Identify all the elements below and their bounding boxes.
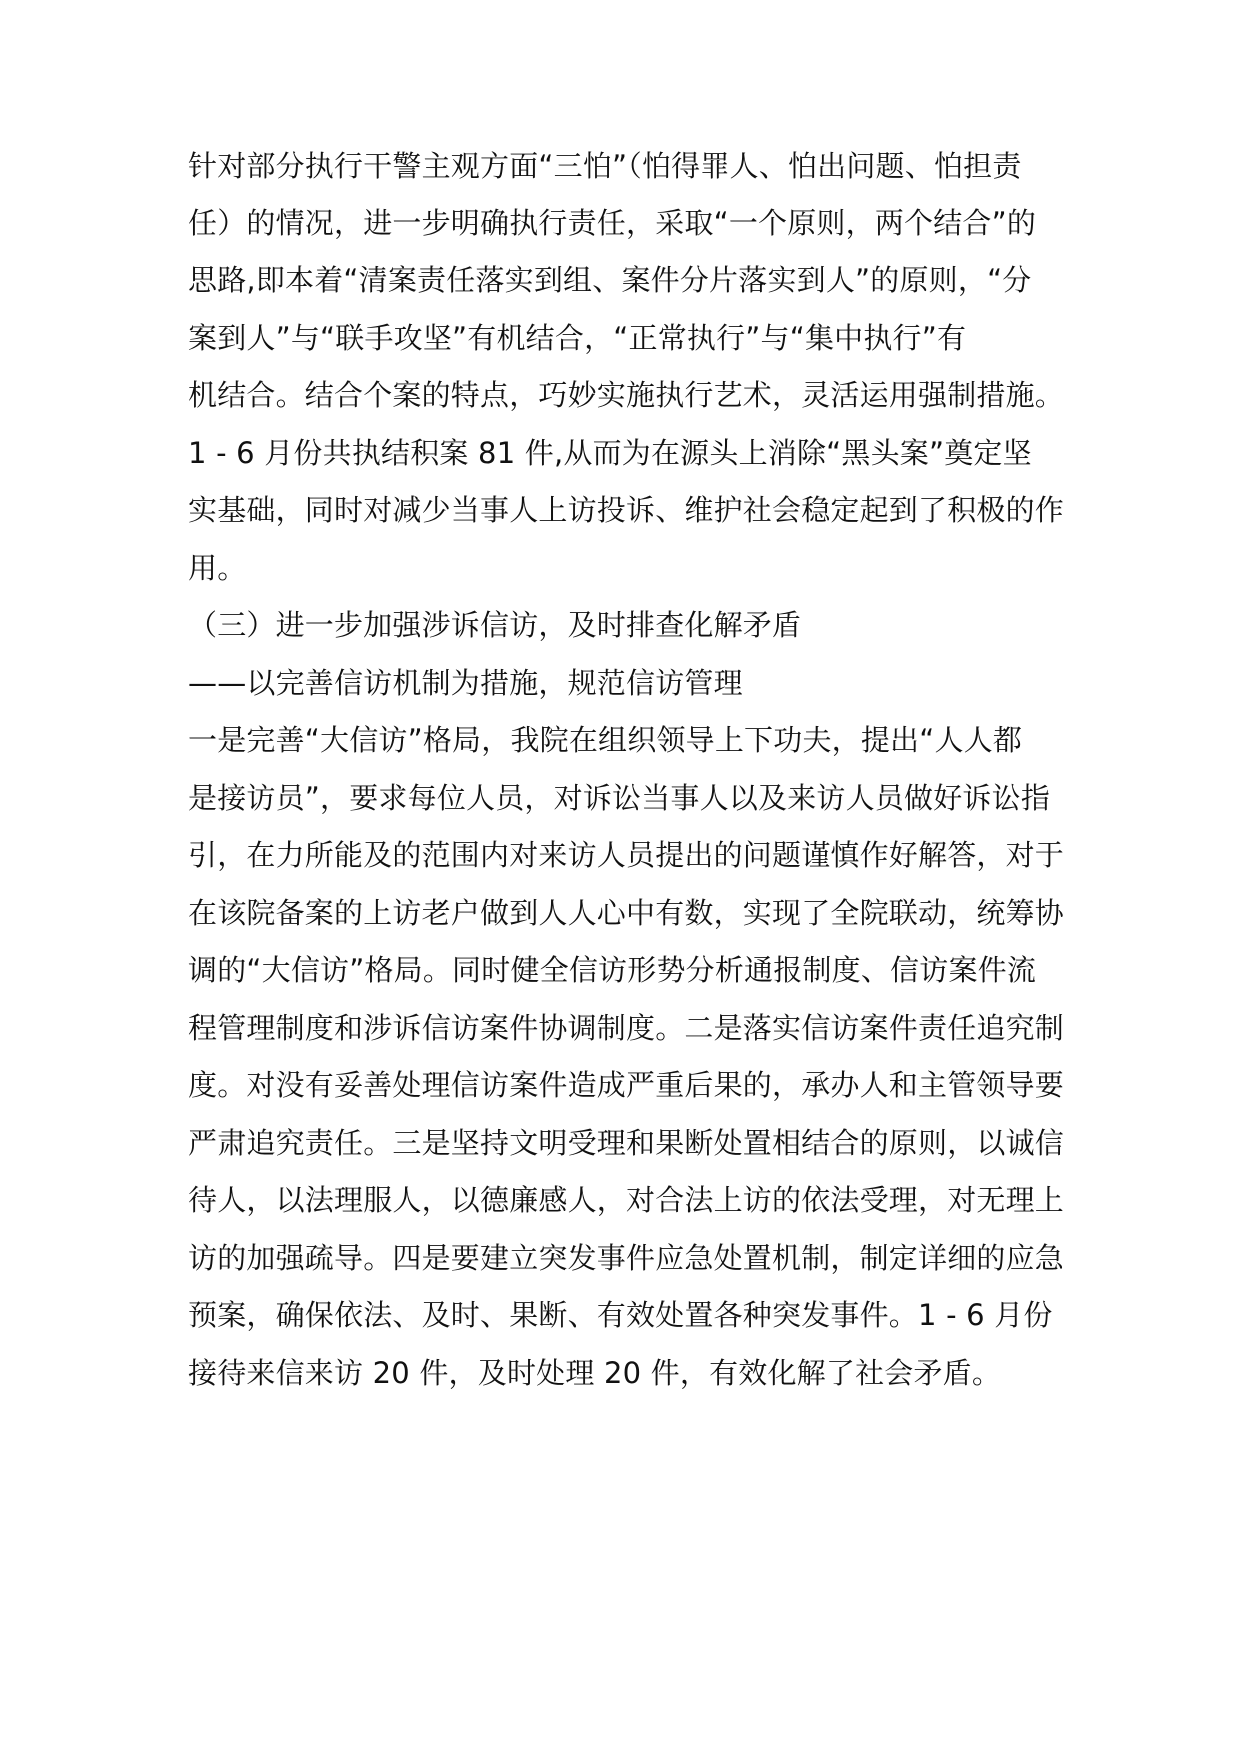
paragraph-line: 度。对没有妥善处理信访案件造成严重后果的，承办人和主管领导要 <box>188 1068 1065 1102</box>
paragraph-line: 在该院备案的上访老户做到人人心中有数，实现了全院联动，统筹协 <box>188 896 1065 930</box>
paragraph-line: 机结合。结合个案的特点，巧妙实施执行艺术，灵活运用强制措施。 <box>188 378 1065 412</box>
paragraph-line: 访的加强疏导。四是要建立突发事件应急处置机制，制定详细的应急 <box>188 1241 1065 1275</box>
paragraph-line: 预案，确保依法、及时、果断、有效处置各种突发事件。1 - 6 月份 <box>188 1298 1053 1332</box>
paragraph-line: 思路,即本着“清案责任落实到组、案件分片落实到人”的原则，“分 <box>188 263 1032 297</box>
paragraph-line: 待人，以法理服人，以德廉感人，对合法上访的依法受理，对无理上 <box>188 1183 1065 1217</box>
paragraph-line: 1 - 6 月份共执结积案 81 件,从而为在源头上消除“黑头案”奠定坚 <box>188 436 1032 470</box>
paragraph-line: 任）的情况，进一步明确执行责任，采取“一个原则，两个结合”的 <box>188 206 1037 240</box>
paragraph-line: 引，在力所能及的范围内对来访人员提出的问题谨慎作好解答，对于 <box>188 838 1065 872</box>
paragraph-line: 调的“大信访”格局。同时健全信访形势分析通报制度、信访案件流 <box>188 953 1037 987</box>
paragraph-line: 是接访员”，要求每位人员，对诉讼当事人以及来访人员做好诉讼指 <box>188 781 1051 815</box>
paragraph-line: 一是完善“大信访”格局，我院在组织领导上下功夫，提出“人人都 <box>188 723 1023 757</box>
paragraph-line: 案到人”与“联手攻坚”有机结合，“正常执行”与“集中执行”有 <box>188 321 967 355</box>
section-heading: （三）进一步加强涉诉信访，及时排查化解矛盾 <box>188 608 802 642</box>
paragraph-line: 严肃追究责任。三是坚持文明受理和果断处置相结合的原则，以诚信 <box>188 1126 1065 1160</box>
paragraph-line: 用。 <box>188 551 247 585</box>
paragraph-line: 实基础，同时对减少当事人上访投诉、维护社会稳定起到了积极的作 <box>188 493 1065 527</box>
paragraph-line: 针对部分执行干警主观方面“三怕”（怕得罪人、怕出问题、怕担责 <box>188 149 1022 183</box>
paragraph-line: 接待来信来访 20 件，及时处理 20 件，有效化解了社会矛盾。 <box>188 1356 1002 1390</box>
paragraph-line: 程管理制度和涉诉信访案件协调制度。二是落实信访案件责任追究制 <box>188 1011 1065 1045</box>
section-subheading: ——以完善信访机制为措施，规范信访管理 <box>188 666 743 700</box>
